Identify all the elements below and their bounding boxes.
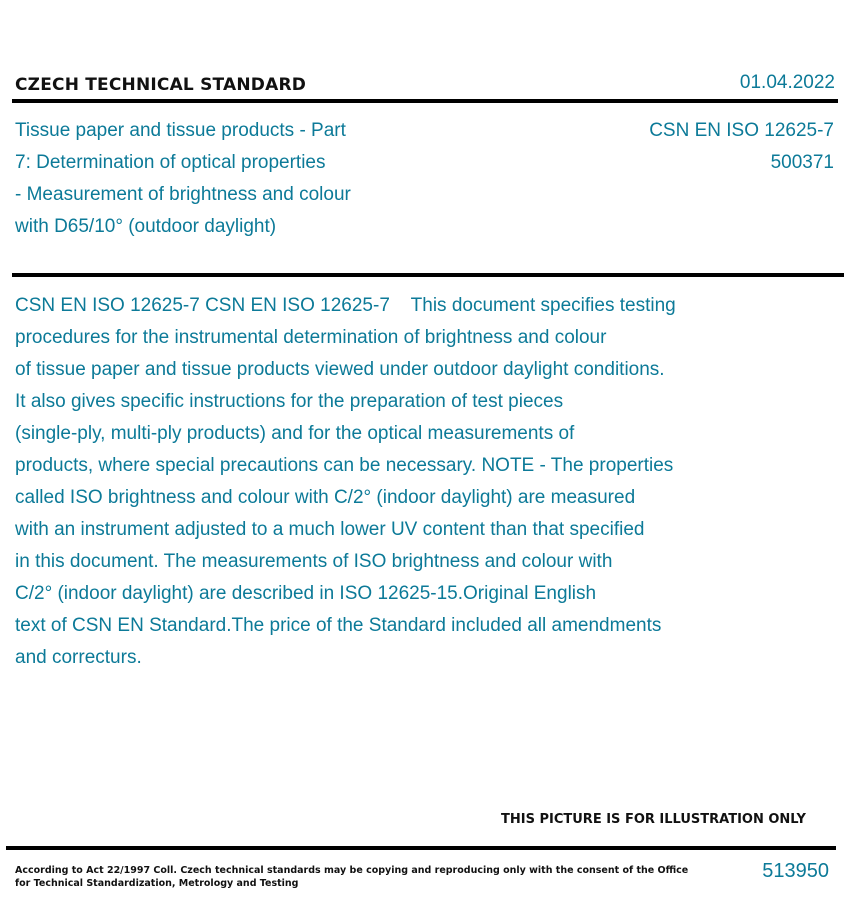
abstract-line: It also gives specific instructions for the preparation of test pieces [15,391,564,412]
legal-footnote [15,864,688,890]
abstract-line: in this document. The measurements of ISO brightness and colour with [15,551,613,572]
header-rule [12,99,838,103]
abstract-line: with an instrument adjusted to a much lower UV content than that specified [15,519,645,540]
title-line: 7: Determination of optical properties [15,152,326,173]
abstract-line: C/2° (indoor daylight) are described in ISO 12625-15.Original English [15,583,597,604]
standard-identifiers [649,115,834,179]
abstract-line: (single-ply, multi-ply products) and for the optical measurements of [15,423,575,444]
abstract-line: products, where special precautions can be necessary. NOTE - The properties [15,455,674,476]
abstract-line: and correcturs. [15,647,142,668]
document-code: 513950 [762,860,829,882]
standard-number: CSN EN ISO 12625-7 [649,120,834,141]
title-line: - Measurement of brightness and colour [15,184,351,205]
catalog-number: 500371 [770,152,834,173]
abstract-line: CSN EN ISO 12625-7 CSN EN ISO 12625-7 This document specifies testing [15,295,676,316]
illustration-disclaimer: THIS PICTURE IS FOR ILLUSTRATION ONLY [501,812,806,827]
footnote-line: for Technical Standardization, Metrology and Testing [15,878,299,889]
title-rule [12,273,844,277]
abstract-line: of tissue paper and tissue products viewed under outdoor daylight conditions. [15,359,665,380]
abstract-line: procedures for the instrumental determination of brightness and colour [15,327,607,348]
footer-rule [6,846,836,850]
abstract-text [15,290,835,674]
footnote-line: According to Act 22/1997 Coll. Czech technical standards may be copying and reproducing only with the consent of the Office [15,865,689,876]
title-line: with D65/10° (outdoor daylight) [15,216,277,237]
publication-date: 01.04.2022 [739,72,835,93]
title-line: Tissue paper and tissue products - Part [15,120,346,141]
abstract-line: text of CSN EN Standard.The price of the Standard included all amendments [15,615,662,636]
standard-title [15,115,415,243]
document-type-heading: CZECH TECHNICAL STANDARD [15,75,307,95]
abstract-line: called ISO brightness and colour with C/2° (indoor daylight) are measured [15,487,636,508]
